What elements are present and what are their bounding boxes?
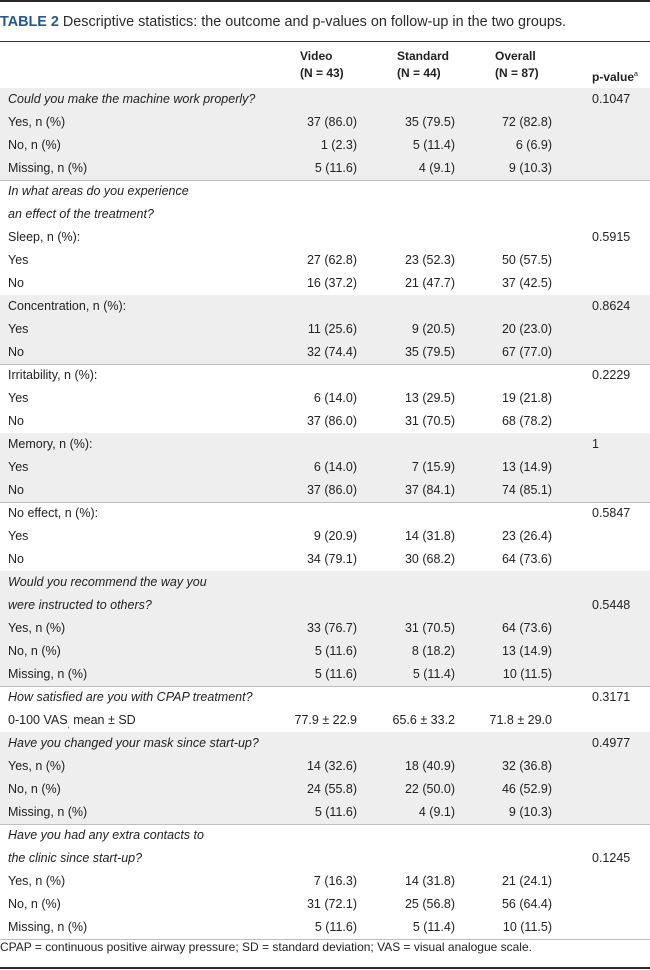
cell-overall: 20 (23.0) [501,322,552,336]
cell-overall: 32 (36.8) [501,759,552,773]
label-text: No, n (%) [8,644,61,658]
label-text: Yes [8,391,29,405]
label-text: In what areas do you experience [8,184,189,198]
table-row [0,318,650,341]
row-group [0,433,650,503]
row-group [0,88,650,181]
row-label [8,253,28,267]
row-group [0,295,650,365]
cell-overall: 68 (78.2) [501,414,552,428]
cell-overall: 56 (64.4) [501,897,552,911]
cell-video: 24 (55.8) [306,782,357,796]
label-text: No [8,276,24,290]
cell-standard: 8 (18.2) [411,644,455,658]
table-label: TABLE 2 [0,14,59,30]
table-row [0,364,650,387]
label-text: Yes, n (%) [8,621,66,635]
question-label [8,207,154,221]
row-label [8,322,28,336]
cell-video: 27 (62.8) [306,253,357,267]
label-text: Concentration, n (%): [8,299,127,313]
cell-standard: 31 (70.5) [404,621,455,635]
cell-video: 5 (11.6) [314,805,357,819]
row-label [8,368,97,382]
row-group [0,824,650,940]
cell-overall: 10 (11.5) [502,920,552,934]
label-text: No, n (%) [8,138,61,152]
row-label [8,391,28,405]
cell-video: 1 (2.3) [320,138,357,152]
bottom-rule [0,967,650,969]
header-pvalue-sup: a [634,71,638,78]
cell-standard: 37 (84.1) [404,483,455,497]
table-caption [0,14,650,30]
table-row [0,663,650,686]
question-label [8,575,207,589]
cell-standard: 13 (29.5) [404,391,455,405]
cell-pvalue: 0.5448 [592,598,631,612]
table-row [0,410,650,433]
row-label [8,345,24,359]
label-text: 0-100 VAS [8,713,68,727]
label-text: No effect, n (%): [8,506,99,520]
question-label [8,598,152,612]
row-label [8,506,98,520]
cell-overall: 19 (21.8) [501,391,552,405]
row-label [8,874,65,888]
row-label [8,805,87,819]
table-row [0,870,650,893]
cell-standard: 14 (31.8) [404,529,455,543]
label-text: Missing, n (%) [8,805,88,819]
label-text: Yes [8,460,29,474]
table-footnote: CPAP = continuous positive airway pressure; SD = standard deviation; VAS = visual analogue scale. [0,940,532,954]
table-header [0,42,650,88]
header-standard-n: (N = 44) [397,66,441,80]
cell-standard: 35 (79.5) [404,345,455,359]
label-text: Yes [8,253,29,267]
row-label [8,115,65,129]
table-row [0,916,650,939]
cell-video: 34 (79.1) [306,552,357,566]
table-row [0,571,650,594]
row-label [8,460,28,474]
row-label [8,138,61,152]
row-label [8,667,87,681]
label-text: Memory, n (%): [8,437,93,451]
question-label [8,690,253,704]
label-text-after: mean ± SD [69,713,136,727]
cell-video: 5 (11.6) [314,644,357,658]
question-label [8,851,142,865]
row-label [8,276,24,290]
label-text: Yes, n (%) [8,874,66,888]
row-label [8,920,87,934]
table-row [0,824,650,847]
row-group [0,732,650,825]
table-row [0,341,650,364]
table-row [0,111,650,134]
cell-video: 6 (14.0) [313,460,357,474]
row-label [8,299,126,313]
cell-standard: 9 (20.5) [411,322,455,336]
table-row [0,180,650,203]
label-text: Have you changed your mask since start-up? [8,736,259,750]
cell-overall: 10 (11.5) [502,667,552,681]
label-text: How satisfied are you with CPAP treatment? [8,690,253,704]
label-text: No, n (%) [8,782,61,796]
cell-video: 5 (11.6) [314,920,357,934]
row-group [0,571,650,687]
header-video [300,48,344,82]
header-standard-label: Standard [397,49,450,63]
table-row [0,893,650,916]
cell-video: 11 (25.6) [307,322,357,336]
label-text: Sleep, n (%): [8,230,81,244]
row-label [8,414,24,428]
cell-standard: 65.6 ± 33.2 [392,713,455,727]
cell-pvalue: 0.4977 [592,736,631,750]
table-row [0,755,650,778]
cell-video: 5 (11.6) [314,667,357,681]
row-label [8,529,28,543]
header-overall-n: (N = 87) [495,66,539,80]
cell-overall: 64 (73.6) [501,552,552,566]
label-text: Missing, n (%) [8,161,88,175]
cell-standard: 5 (11.4) [412,920,455,934]
label-text: No [8,552,24,566]
question-label [8,828,204,842]
label-text: Have you had any extra contacts to [8,828,204,842]
cell-video: 31 (72.1) [306,897,357,911]
label-text: the clinic since start-up? [8,851,143,865]
table-row [0,157,650,180]
row-label [8,552,24,566]
table-row [0,502,650,525]
cell-standard: 5 (11.4) [412,138,455,152]
table-row [0,709,650,732]
cell-standard: 25 (56.8) [404,897,455,911]
table-row [0,594,650,617]
cell-video: 37 (86.0) [306,483,357,497]
header-standard [397,48,449,82]
cell-overall: 13 (14.9) [501,460,552,474]
table-row [0,249,650,272]
cell-overall: 37 (42.5) [501,276,552,290]
row-label [8,621,65,635]
cell-video: 7 (16.3) [313,874,357,888]
cell-overall: 23 (26.4) [501,529,552,543]
cell-overall: 9 (10.3) [508,805,552,819]
row-label [8,759,65,773]
header-video-label: Video [300,49,333,63]
cell-overall: 67 (77.0) [501,345,552,359]
cell-pvalue: 0.5915 [592,230,631,244]
cell-pvalue: 0.3171 [592,690,631,704]
label-text: No [8,414,24,428]
header-overall [495,48,539,82]
table-row [0,525,650,548]
table-row [0,433,650,456]
label-text: Yes, n (%) [8,759,66,773]
cell-standard: 4 (9.1) [418,161,455,175]
row-label [8,161,87,175]
table-row [0,203,650,226]
label-sub: , [67,720,70,730]
row-label [8,897,61,911]
cell-overall: 13 (14.9) [501,644,552,658]
row-group [0,502,650,572]
label-text: Missing, n (%) [8,667,88,681]
top-rule [0,0,650,2]
cell-standard: 5 (11.4) [412,667,455,681]
cell-video: 77.9 ± 22.9 [294,713,357,727]
cell-standard: 4 (9.1) [418,805,455,819]
table-row [0,640,650,663]
cell-video: 37 (86.0) [306,115,357,129]
cell-video: 33 (76.7) [306,621,357,635]
row-label [8,483,24,497]
row-label [8,437,93,451]
cell-video: 5 (11.6) [314,161,357,175]
cell-pvalue: 0.2229 [592,368,631,382]
cell-overall: 64 (73.6) [501,621,552,635]
table-row [0,226,650,249]
cell-standard: 18 (40.9) [404,759,455,773]
table-row [0,456,650,479]
cell-video: 6 (14.0) [313,391,357,405]
cell-video: 37 (86.0) [306,414,357,428]
label-text: Missing, n (%) [8,920,88,934]
row-group [0,180,650,296]
cell-video: 32 (74.4) [306,345,357,359]
table-row [0,272,650,295]
cell-overall: 21 (24.1) [501,874,552,888]
table-row [0,778,650,801]
cell-standard: 21 (47.7) [404,276,455,290]
row-group [0,686,650,733]
cell-video: 14 (32.6) [306,759,357,773]
question-label [8,736,259,750]
cell-pvalue: 1 [592,437,599,451]
label-text: Yes [8,529,29,543]
cell-video: 16 (37.2) [306,276,357,290]
cell-standard: 30 (68.2) [404,552,455,566]
cell-overall: 71.8 ± 29.0 [489,713,552,727]
label-text: No [8,483,24,497]
header-pvalue [592,66,638,86]
row-label [8,713,136,730]
cell-pvalue: 0.1245 [592,851,631,865]
table-row [0,295,650,318]
table-caption-text: Descriptive statistics: the outcome and p-values on follow-up in the two groups. [62,14,567,30]
table-row [0,479,650,502]
cell-standard: 14 (31.8) [404,874,455,888]
cell-standard: 35 (79.5) [404,115,455,129]
row-label [8,230,80,244]
question-label [8,92,255,106]
table-row [0,387,650,410]
table-row [0,88,650,111]
table-row [0,617,650,640]
label-text: Yes [8,322,29,336]
cell-standard: 31 (70.5) [404,414,455,428]
label-text: Irritability, n (%): [8,368,98,382]
cell-standard: 22 (50.0) [404,782,455,796]
cell-overall: 46 (52.9) [501,782,552,796]
label-text: No, n (%) [8,897,61,911]
cell-overall: 9 (10.3) [508,161,552,175]
label-text: Would you recommend the way you [8,575,207,589]
cell-pvalue: 0.1047 [592,92,631,106]
cell-overall: 50 (57.5) [501,253,552,267]
label-text: were instructed to others? [8,598,152,612]
cell-video: 9 (20.9) [313,529,357,543]
row-group [0,364,650,434]
table-row [0,732,650,755]
header-overall-label: Overall [495,49,536,63]
row-label [8,782,61,796]
table-row [0,686,650,709]
cell-overall: 6 (6.9) [515,138,552,152]
cell-overall: 74 (85.1) [501,483,552,497]
table-row [0,548,650,571]
cell-overall: 72 (82.8) [501,115,552,129]
label-text: Could you make the machine work properly? [8,92,256,106]
cell-pvalue: 0.8624 [592,299,631,313]
cell-pvalue: 0.5847 [592,506,631,520]
table-row [0,134,650,157]
question-label [8,184,189,198]
row-label [8,644,61,658]
label-text: No [8,345,24,359]
cell-standard: 7 (15.9) [411,460,455,474]
table-row [0,847,650,870]
table-row [0,801,650,824]
label-text: Yes, n (%) [8,115,66,129]
label-text: an effect of the treatment? [8,207,154,221]
header-video-n: (N = 43) [300,66,344,80]
header-pvalue-label: p-value [592,70,635,84]
cell-standard: 23 (52.3) [404,253,455,267]
